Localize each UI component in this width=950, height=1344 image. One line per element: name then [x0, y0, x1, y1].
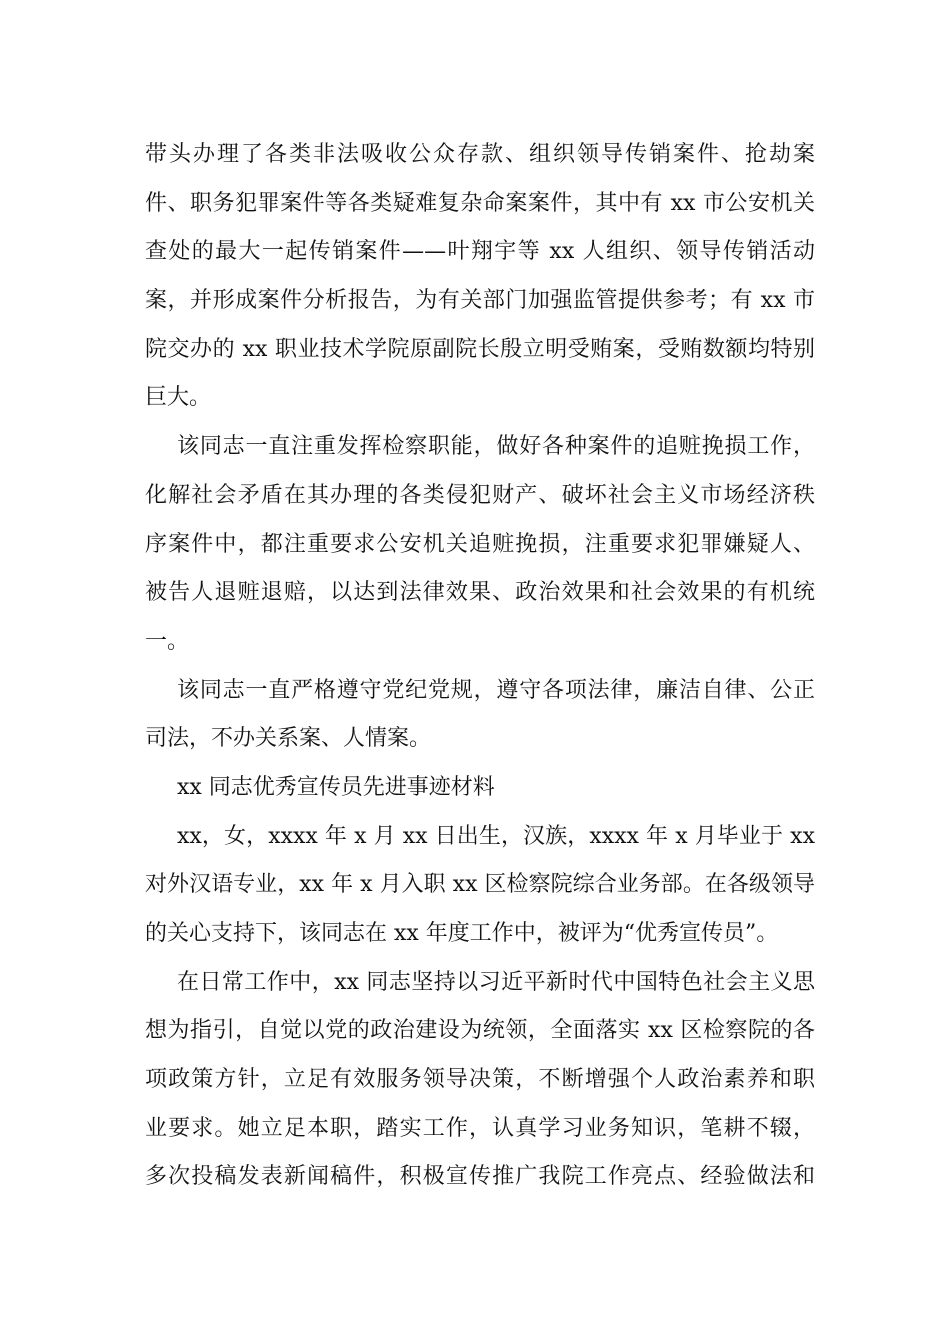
document-line: 业要求。她立足本职，踏实工作，认真学习业务知识，笔耕不辍，	[145, 1115, 815, 1141]
document-line: 巨大。	[145, 385, 212, 411]
document-line: 带头办理了各类非法吸收公众存款、组织领导传销案件、抢劫案	[145, 142, 815, 167]
document-line: 的关心支持下，该同志在 xx 年度工作中，被评为“优秀宣传员”。	[145, 921, 779, 946]
document-line: 对外汉语专业，xx 年 x 月入职 xx 区检察院综合业务部。在各级领导	[145, 872, 815, 898]
document-line: 件、职务犯罪案件等各类疑难复杂命案案件，其中有 xx 市公安机关	[145, 190, 815, 216]
document-line: 该同志一直严格遵守党纪党规，遵守各项法律，廉洁自律、公正	[177, 677, 815, 703]
document-line: 司法，不办关系案、人情案。	[145, 726, 432, 752]
document-line: xx，女，xxxx 年 x 月 xx 日出生，汉族，xxxx 年 x 月毕业于 xx	[177, 823, 815, 849]
document-body	[145, 131, 815, 1202]
document-line: 该同志一直注重发挥检察职能，做好各种案件的追赃挽损工作，	[177, 434, 815, 460]
document-line: 项政策方针，立足有效服务领导决策，不断增强个人政治素养和职	[145, 1067, 815, 1093]
document-line: 查处的最大一起传销案件——叶翔宇等 xx 人组织、领导传销活动	[145, 239, 815, 265]
document-line: 院交办的 xx 职业技术学院原副院长殷立明受贿案，受贿数额均特别	[145, 336, 815, 362]
document-line: 多次投稿发表新闻稿件，积极宣传推广我院工作亮点、经验做法和	[145, 1164, 815, 1190]
document-line: 序案件中，都注重要求公安机关追赃挽损，注重要求犯罪嫌疑人、	[145, 531, 815, 557]
document-line: 在日常工作中，xx 同志坚持以习近平新时代中国特色社会主义思	[177, 969, 815, 995]
document-line: 想为指引，自觉以党的政治建设为统领，全面落实 xx 区检察院的各	[145, 1018, 815, 1044]
document-line: 一。	[145, 628, 190, 654]
document-line: 被告人退赃退赔，以达到法律效果、政治效果和社会效果的有机统	[145, 580, 815, 606]
document-line: 化解社会矛盾在其办理的各类侵犯财产、破坏社会主义市场经济秩	[145, 482, 815, 508]
document-line: 案，并形成案件分析报告，为有关部门加强监管提供参考；有 xx 市	[145, 288, 815, 314]
document-line: xx 同志优秀宣传员先进事迹材料	[177, 774, 495, 800]
